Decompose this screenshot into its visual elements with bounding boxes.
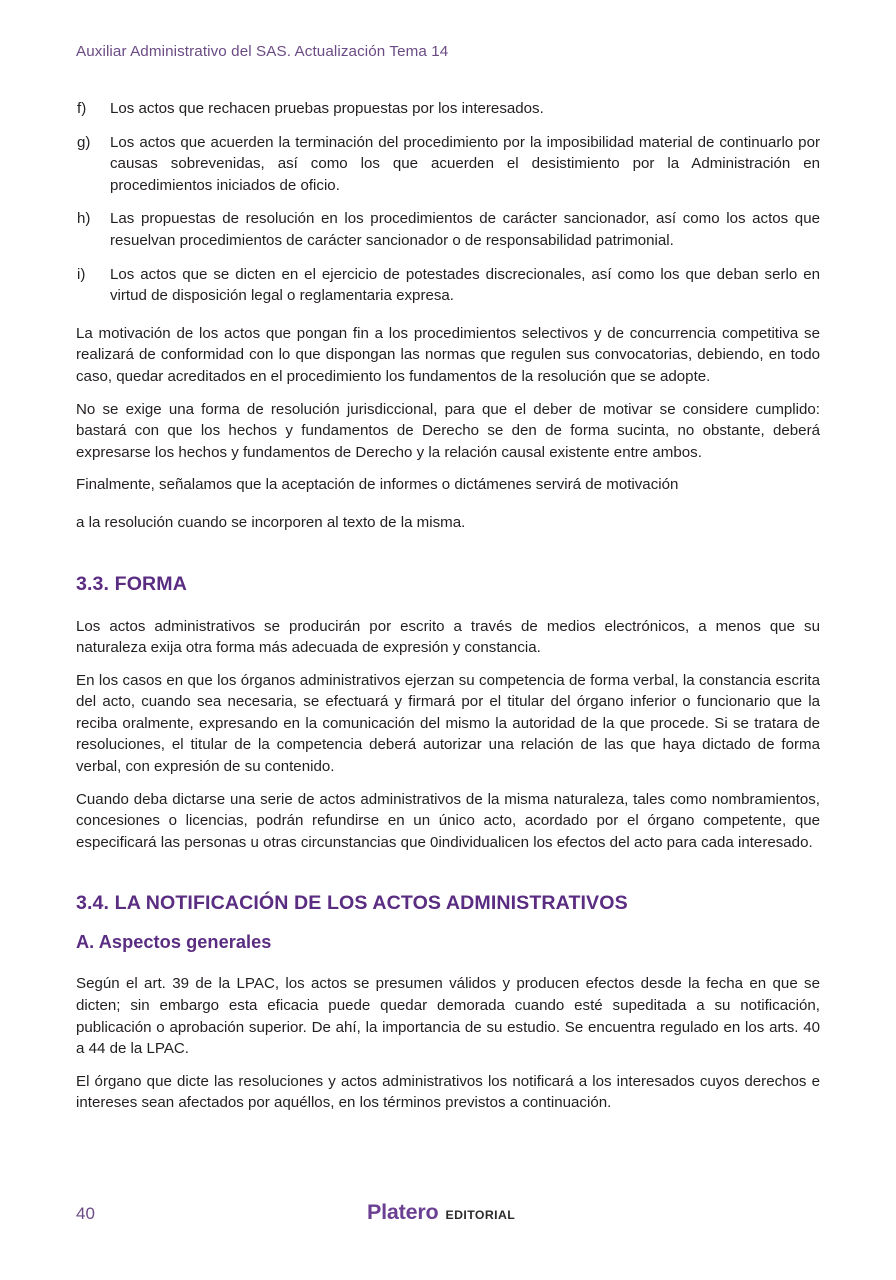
list-item-text: Las propuestas de resolución en los procedimientos de carácter sancionador, así como los actos que resuelvan procedimientos de carácter sancionador o de responsabilidad patrimonial. (110, 210, 820, 249)
publisher-subtitle: EDITORIAL (445, 1208, 516, 1222)
paragraph-finalmente-line2: a la resolución cuando se incorporen al texto de la misma. (76, 513, 466, 531)
list-item-marker: g) (77, 133, 91, 151)
section-heading-3-4: 3.4. LA NOTIFICACIÓN DE LOS ACTOS ADMINISTRATIVOS (76, 892, 628, 915)
list-item (76, 208, 820, 251)
subheading-spacer-before (76, 915, 820, 931)
paragraph-notificacion-1: Según el art. 39 de la LPAC, los actos se presumen válidos y producen efectos desde la fecha en que se dicten; sin embargo esta eficacia puede quedar demorada cuando esté supeditada a su notificación, publicación o aprobación superior. De ahí, la importancia de su estudio. Se encuentra regulado en los arts. 40 a 44 de la LPAC. (76, 975, 820, 1058)
list-item-marker: h) (77, 210, 91, 228)
list-item (76, 264, 820, 307)
subheading-spacer-after (76, 954, 820, 973)
list-item (76, 98, 820, 120)
lettered-list (76, 98, 820, 307)
page-number: 40 (76, 1204, 95, 1223)
running-header: Auxiliar Administrativo del SAS. Actualización Tema 14 (76, 43, 449, 60)
paragraph-forma-2: En los casos en que los órganos administrativos ejerzan su competencia de forma verbal, la constancia escrita del acto, cuando sea necesaria, se efectuará y firmará por el titular del órgano inferior o funcionario que la reciba oralmente, expresando en la comunicación del mismo la autoridad de la que procede. Si se tratara de resoluciones, el titular de la competencia deberá autorizar una relación de las que haya dictado de forma verbal, con expresión de su contenido. (76, 671, 820, 776)
list-item (76, 132, 820, 197)
list-item-text: Los actos que acuerden la terminación del procedimiento por la imposibilidad material de continuarlo por causas sobrevenidas, así como los que acuerden el desistimiento por la Administración en procedimientos iniciados de oficio. (110, 133, 820, 194)
list-item-marker: f) (77, 100, 87, 117)
page-footer (0, 1200, 896, 1240)
paragraph-no-se-exige: No se exige una forma de resolución jurisdiccional, para que el deber de motivar se considere cumplido: bastará con que los hechos y fundamentos de Derecho se den de forma sucinta, no obstante, deberá expresarse los hechos y fundamentos de Derecho y la relación causal existente entre ambos. (76, 400, 820, 461)
paragraph-forma-1: Los actos administrativos se producirán por escrito a través de medios electrónicos, a menos que su naturaleza exija otra forma más adecuada de expresión y constancia. (76, 617, 820, 657)
page-content (76, 98, 820, 1125)
list-item-marker: i) (77, 265, 86, 283)
subsection-heading-a: A. Aspectos generales (76, 932, 272, 953)
section-heading-3-3: 3.3. FORMA (76, 572, 187, 595)
paragraph-spacer (76, 496, 820, 512)
publisher-name: Platero (367, 1200, 439, 1224)
paragraph-forma-3: Cuando deba dictarse una serie de actos administrativos de la misma naturaleza, tales como nombramientos, concesiones o licencias, podrán refundirse en un único acto, acordado por el órgano competente, que especificará las personas u otras circunstancias que 0individualicen los efectos del acto para cada interesado. (76, 790, 820, 851)
paragraph-finalmente-line1: Finalmente, señalamos que la aceptación de informes o dictámenes servirá de motivación (76, 476, 679, 494)
paragraph-notificacion-2: El órgano que dicte las resoluciones y actos administrativos los notificará a los interesados cuyos derechos e intereses sean afectados por aquéllos, en los términos previstos a continuación. (76, 1072, 820, 1112)
list-item-text: Los actos que se dicten en el ejercicio de potestades discrecionales, así como los que deban serlo en virtud de disposición legal o reglamentaria expresa. (110, 265, 820, 305)
heading-spacer-before (76, 545, 820, 572)
publisher-logo (367, 1200, 515, 1225)
heading-spacer-before (76, 864, 820, 891)
paragraph-motivacion: La motivación de los actos que pongan fin a los procedimientos selectivos y de concurrencia competitiva se realizará de conformidad con lo que dispongan las normas que regulen sus convocatorias, debiendo, en todo caso, quedar acreditados en el procedimiento los fundamentos de la resolución que se adopte. (76, 324, 820, 385)
heading-spacer-after (76, 596, 820, 616)
list-item-text: Los actos que rechacen pruebas propuestas por los interesados. (110, 100, 544, 117)
